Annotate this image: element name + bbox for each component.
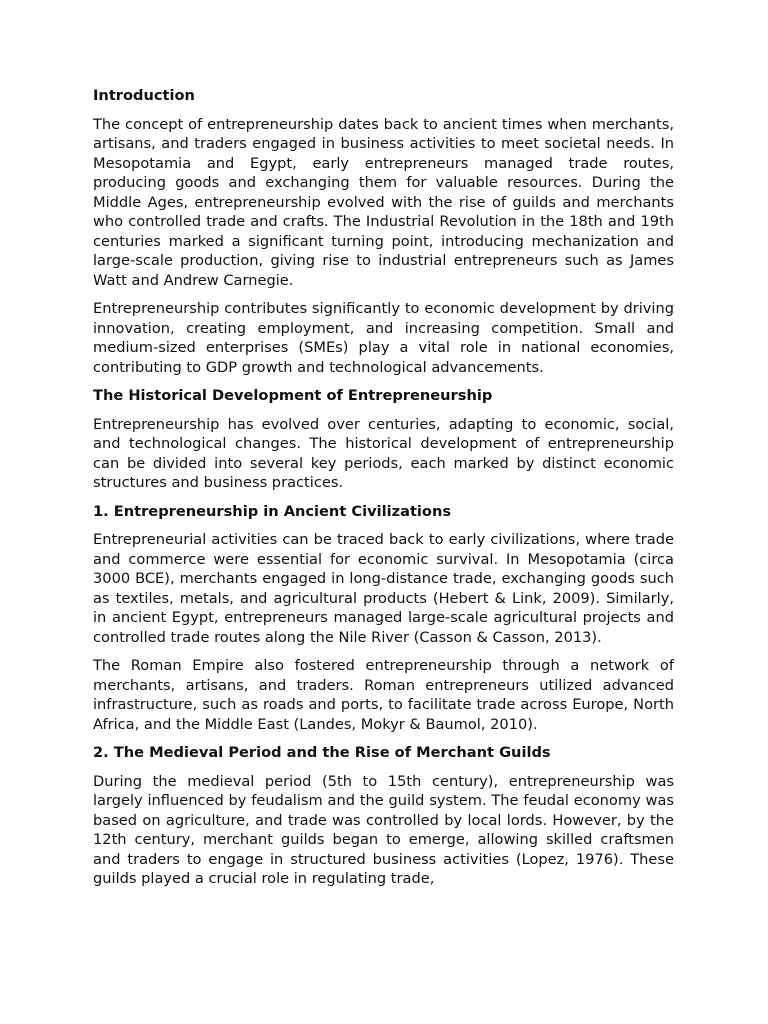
paragraph-medieval-period: During the medieval period (5th to 15th century), entrepreneurship was largely influenced by feudalism and the guild system. The feudal economy was based on agriculture, and trade was controlled by local lords. However, by the 12th century, merchant guilds began to emerge, allowing skilled craftsmen and traders to engage in structured business activities (Lopez, 1976). These guilds played a crucial role in regulating trade, <box>93 772 674 887</box>
paragraph-historical-development: Entrepreneurship has evolved over centuries, adapting to economic, social, and technological changes. The historical development of entrepreneurship can be divided into several key periods, each marked by distinct economic structures and business practices. <box>93 415 674 491</box>
heading-historical-development: The Historical Development of Entrepreneurship <box>93 387 493 404</box>
document-page <box>93 86 674 898</box>
heading-ancient-civilizations: 1. Entrepreneurship in Ancient Civilizations <box>93 502 452 520</box>
paragraph-introduction-economic-role: Entrepreneurship contributes significantly to economic development by driving innovation, creating employment, and increasing competition. Small and medium-sized enterprises (SMEs) play a vital role in national economies, contributing to GDP growth and technological advancements. <box>93 300 674 376</box>
paragraph-roman-empire: The Roman Empire also fostered entrepreneurship through a network of merchants, artisans, and traders. Roman entrepreneurs utilized advanced infrastructure, such as roads and ports, to facilitate trade across Europe, North Africa, and the Middle East (Landes, Mokyr & Baumol, 2010). <box>93 657 674 733</box>
paragraph-introduction-origins: The concept of entrepreneurship dates back to ancient times when merchants, artisans, and traders engaged in business activities to meet societal needs. In Mesopotamia and Egypt, early entrepreneurs managed trade routes, producing goods and exchanging them for valuable resources. During the Middle Ages, entrepreneurship evolved with the rise of guilds and merchants who controlled trade and crafts. The Industrial Revolution in the 18th and 19th centuries marked a significant turning point, introducing mechanization and large-scale production, giving rise to industrial entrepreneurs such as James Watt and Andrew Carnegie. <box>93 115 674 289</box>
heading-medieval-period: 2. The Medieval Period and the Rise of Merchant Guilds <box>93 744 551 761</box>
paragraph-ancient-civilizations: Entrepreneurial activities can be traced back to early civilizations, where trade and commerce were essential for economic survival. In Mesopotamia (circa 3000 BCE), merchants engaged in long-distance trade, exchanging goods such as textiles, metals, and agricultural products (Hebert & Link, 2009). Similarly, in ancient Egypt, entrepreneurs managed large-scale agricultural projects and controlled trade routes along the Nile River (Casson & Casson, 2013). <box>93 531 674 646</box>
heading-introduction: Introduction <box>93 87 195 104</box>
